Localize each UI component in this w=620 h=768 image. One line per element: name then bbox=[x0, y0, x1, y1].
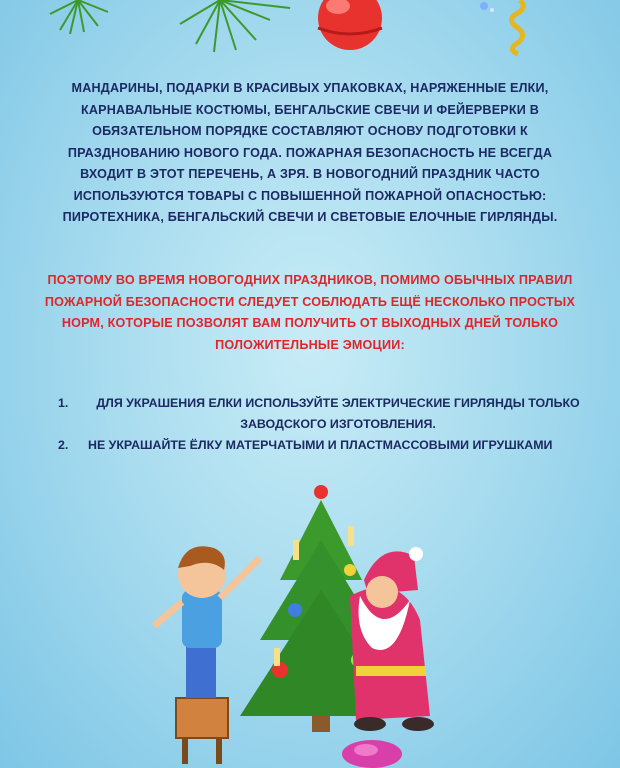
intro-paragraph: МАНДАРИНЫ, ПОДАРКИ В КРАСИВЫХ УПАКОВКАХ, НАРЯЖЕННЫЕ ЕЛКИ, КАРНАВАЛЬНЫЕ КОСТЮМЫ, БЕНГАЛЬСКИЕ СВЕЧИ И ФЕЙЕРВЕРКИ В ОБЯЗАТЕЛЬНОМ ПОРЯДКЕ СОСТАВЛЯЮТ ОСНОВУ ПОДГОТОВКИ К ПРАЗДНОВАНИЮ НОВОГО ГОДА. ПОЖАРНАЯ БЕЗОПАСНОСТЬ НЕ ВСЕГДА ВХОДИТ В ЭТОТ ПЕРЕЧЕНЬ, А ЗРЯ. В НОВОГОДНИЙ ПРАЗДНИК ЧАСТО ИСПОЛЬЗУЮТСЯ ТОВАРЫ С ПОВЫШЕННОЙ ПОЖАРНОЙ ОПАСНОСТЬЮ: ПИРОТЕХНИКА, БЕНГАЛЬСКИЙ СВЕЧИ И СВЕТОВЫЕ ЕЛОЧНЫЕ ГИРЛЯНДЫ. bbox=[62, 81, 558, 224]
warning-paragraph: ПОЭТОМУ ВО ВРЕМЯ НОВОГОДНИХ ПРАЗДНИКОВ, ПОМИМО ОБЫЧНЫХ ПРАВИЛ ПОЖАРНОЙ БЕЗОПАСНОСТИ СЛЕДУЕТ СОБЛЮДАТЬ ЕЩЁ НЕСКОЛЬКО ПРОСТЫХ НОРМ, КОТОРЫЕ ПОЗВОЛЯТ ВАМ ПОЛУЧИТЬ ОТ ВЫХОДНЫХ ДНЕЙ ТОЛЬКО ПОЛОЖИТЕЛЬНЫЕ ЭМОЦИИ: bbox=[44, 273, 576, 352]
rule-number: 1. bbox=[58, 396, 69, 410]
rule-item bbox=[58, 393, 588, 435]
rule-text: ДЛЯ УКРАШЕНИЯ ЕЛКИ ИСПОЛЬЗУЙТЕ ЭЛЕКТРИЧЕСКИЕ ГИРЛЯНДЫ ТОЛЬКО ЗАВОДСКОГО ИЗГОТОВЛЕНИЯ. bbox=[96, 396, 580, 431]
illustration bbox=[120, 470, 460, 768]
boy-icon bbox=[154, 546, 260, 764]
pine-branch-icon bbox=[50, 0, 108, 34]
top-decorations bbox=[0, 0, 620, 70]
gift-icon bbox=[342, 740, 402, 768]
rule-text: НЕ УКРАШАЙТЕ ЁЛКУ МАТЕРЧАТЫМИ И ПЛАСТМАССОВЫМИ ИГРУШКАМИ bbox=[88, 438, 553, 452]
rule-item bbox=[58, 435, 588, 456]
gold-ribbon-icon bbox=[480, 0, 523, 54]
rule-number: 2. bbox=[58, 438, 69, 452]
pine-branch-icon bbox=[180, 0, 290, 52]
santa-claus-icon bbox=[350, 547, 434, 731]
rules-list bbox=[58, 393, 588, 456]
christmas-bauble-icon bbox=[318, 0, 382, 50]
